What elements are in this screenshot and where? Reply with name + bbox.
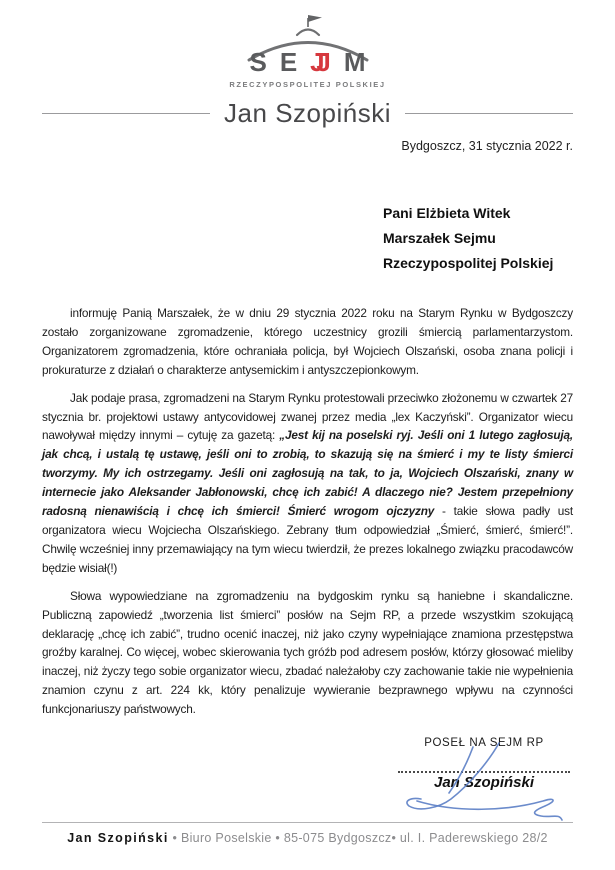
recipient-block xyxy=(383,201,615,276)
recipient-line: Marszałek Sejmu xyxy=(383,230,496,246)
paragraph-text: informuję Panią Marszałek, że w dniu 29 stycznia 2022 roku na Starym Rynku w Bydgoszczy zostało zorganizowane zgromadzenie, którego uczestnicy grozili śmiercią parlamentarzystom. Organizatorem zgromadzenia, które ochraniała policja, był Wojciech Olszański, osoba znana policji i prokuraturze z działań o charakterze antysemickim i antyszczepionkowym. xyxy=(42,306,573,377)
letterhead-name: Jan Szopiński xyxy=(224,98,391,128)
paragraph-text: Jak podaje prasa, zgromadzeni na Starym Rynku protestowali przeciwko złożonemu w czwartek 27 stycznia br. projektowi ustawy antycovidowej zwanej przez media „lex Kaczyński”. Organizator wiecu nawoływał między innymi – cytuję za gazetą: xyxy=(42,390,573,443)
footer-address: • Biuro Poselskie • 85-075 Bydgoszcz• ul. I. Paderewskiego 28/2 xyxy=(168,831,548,845)
logo-letter-m: M xyxy=(343,47,366,77)
recipient-line: Pani Elżbieta Witek xyxy=(383,205,511,221)
paragraph-text: - takie słowa padły ust organizatora wiecu Wojciecha Olszańskiego. Zebrany tłum odpowiedział „Śmierć, śmierć, śmierć!”. Chwilę wcześniej inny przemawiający na tym wiecu twierdził, że prezes lokalnego związku pracodawców będzie wisiał(!) xyxy=(42,504,573,575)
letter-body xyxy=(42,304,573,719)
signature-block xyxy=(389,737,579,791)
paragraph xyxy=(42,587,573,719)
right-rule xyxy=(405,113,573,114)
letterhead-name-row xyxy=(42,98,573,129)
paragraph xyxy=(42,304,573,380)
left-rule xyxy=(42,113,210,114)
logo-letter-e: E xyxy=(279,47,298,77)
footer-name: Jan Szopiński xyxy=(67,831,169,845)
signature-dotted-line xyxy=(398,771,570,773)
logo-letter-j-red: J xyxy=(310,47,325,77)
sejm-logo-acronym xyxy=(0,49,615,75)
recipient-line: Rzeczypospolitej Polskiej xyxy=(383,255,554,271)
paragraph-text: Słowa wypowiedziane na zgromadzeniu na bydgoskim rynku są haniebne i skandaliczne. Publiczną zapowiedź „tworzenia list śmierci” posłów na Sejm RP, a przede wszystkim szokującą deklarację „chcę ich zabić”, trudno ocenić inaczej, niż jako czyny wypełniające znamiona przestępstwa groźby karalnej. Co więcej, wobec skierowania tych gróźb pod adresem posłów, którzy głosować mieliby inaczej, niż życzy tego sobie organizator wiecu, zbadać należałoby czy zachowanie takie nie wypełnienia znamion czynu z art. 224 kk, który penalizuje wywieranie bezprawnego wpływu na czynności funkcjonariuszy państwowych. xyxy=(42,588,573,717)
paragraph xyxy=(42,389,573,578)
signature-name: Jan Szopiński xyxy=(433,774,535,792)
signature-role: POSEŁ NA SEJM RP xyxy=(424,737,544,750)
logo-subtitle: RZECZYPOSPOLITEJ POLSKIEJ xyxy=(229,80,386,89)
footer xyxy=(42,822,573,845)
logo-letter-s: S xyxy=(249,47,267,77)
date-line: Bydgoszcz, 31 stycznia 2022 r. xyxy=(401,139,573,153)
quoted-speech: „Jest kij na poselski ryj. Jeśli oni 1 lutego zagłosują, jak chcą, i ustalą tę ustawę, jeśli oni to zrobią, to skazują się na śmierć i my te listy śmierci tworzymy. My ich ostrzegamy. Jeśli oni zagłosują na tak, to ja, Wojciech Olszański, znany w internecie jako Aleksander Jabłonowski, chcę ich zabić! A dlaczego nie? Jestem przepełniony radosną nienawiścią i chcę ich śmierci! Śmierć wrogom ojczyzny xyxy=(42,428,573,519)
letterhead xyxy=(0,0,615,129)
